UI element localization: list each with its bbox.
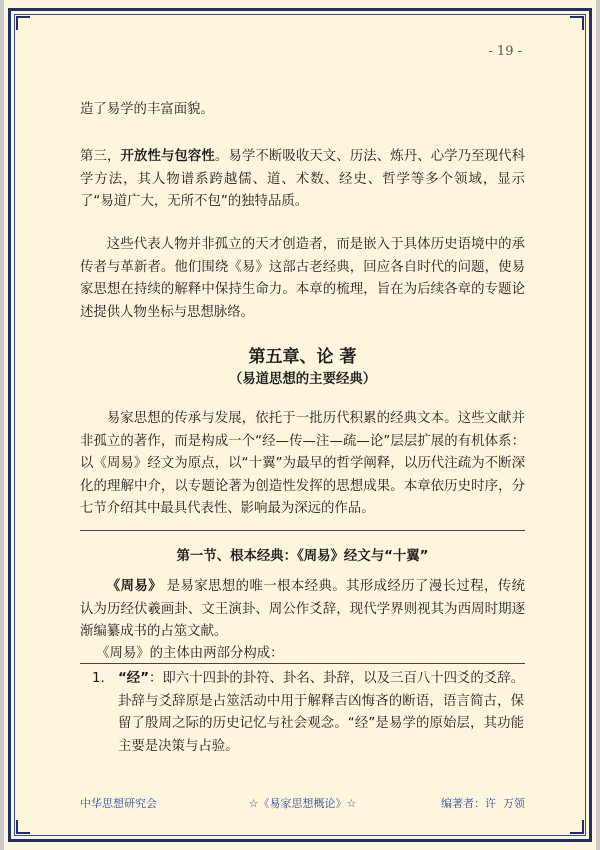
footer-authors-names: 许 万领: [485, 797, 525, 810]
page-number: - 19 -: [488, 44, 522, 59]
paragraph-text: 这些代表人物并非孤立的天才创造者，而是嵌入于具体历史语境中的承传者与革新者。他们围绕《易》这部古老经典，回应各自时代的问题，使易家思想在持续的解释中保持生命力。本章的梳理，旨在为后续各章的专题论述提供人物坐标与思想脉络。: [80, 237, 525, 320]
structure-list: [92, 668, 524, 758]
list-item-text: ：即六十四卦的卦符、卦名、卦辞，以及三百八十四爻的爻辞。卦辞与爻辞原是占筮活动中用于解释吉凶悔吝的断语，语言简古，保留了殷周之际的历史记忆与社会观念。“经”是易学的原始层，其功能主要是决策与占验。: [118, 671, 524, 754]
paragraph-text: 易家思想的传承与发展，依托于一批历代积累的经典文本。这些文献并非孤立的著作，而是构成一个“经—传—注—疏—论”层层扩展的有机体系：以《周易》经文为原点，以“十翼”为最早的哲学阐释，以历代注疏为不断深化的理解中介，以专题论著为创造性发挥的思想成果。本章依历史时序，分七节介绍其中最具代表性、影响最为深远的作品。: [80, 411, 525, 516]
paragraph-zhouyi: [80, 576, 525, 644]
footer-authors: [441, 795, 525, 811]
list-item-term: “经”: [118, 671, 149, 686]
page-edge-left: [0, 0, 4, 850]
footer-organization: 中华思想研究会: [80, 797, 157, 810]
list-item: [92, 668, 524, 758]
page-edge-right: [596, 0, 600, 850]
footer-book-title: ☆《易家思想概论》☆: [248, 797, 357, 810]
paragraph-summary: [80, 234, 525, 324]
section-divider-top: [80, 530, 525, 531]
paragraph-text: 《周易》的主体由两部分构成：: [96, 646, 284, 661]
paragraph-text: 造了易学的丰富面貌。: [80, 102, 214, 117]
footer-authors-label: 编著者：: [441, 797, 485, 810]
third-prefix: 第三，: [80, 149, 121, 164]
paragraph-intro-end: [80, 99, 525, 122]
zhouyi-rest: 是易家思想的唯一根本经典。其形成经历了漫长过程，传统认为历经伏羲画卦、文王演卦、周公作爻辞，现代学界则视其为西周时期逐渐编纂成书的占筮文献。: [80, 579, 526, 639]
section-title: 第一节、根本经典：《周易》经文与“十翼”: [176, 549, 429, 564]
list-item-number: 1.: [92, 671, 105, 686]
third-rest: 。易学不断吸收天文、历法、炼丹、心学乃至现代科学方法，其人物谱系跨越儒、道、术数、经史、哲学等多个领域，显示了“易道广大，无所不包”的独特品质。: [80, 149, 526, 209]
paragraph-third-point: [80, 146, 525, 214]
paragraph-chapter-intro: [80, 408, 525, 521]
chapter-subtitle: （易道思想的主要经典）: [228, 372, 377, 387]
chapter-title: 第五章、论 著: [248, 347, 357, 367]
zhouyi-bold-term: 《周易》: [106, 579, 162, 594]
third-bold-term: 开放性与包容性: [120, 149, 215, 164]
section-divider-bottom: [80, 663, 525, 664]
